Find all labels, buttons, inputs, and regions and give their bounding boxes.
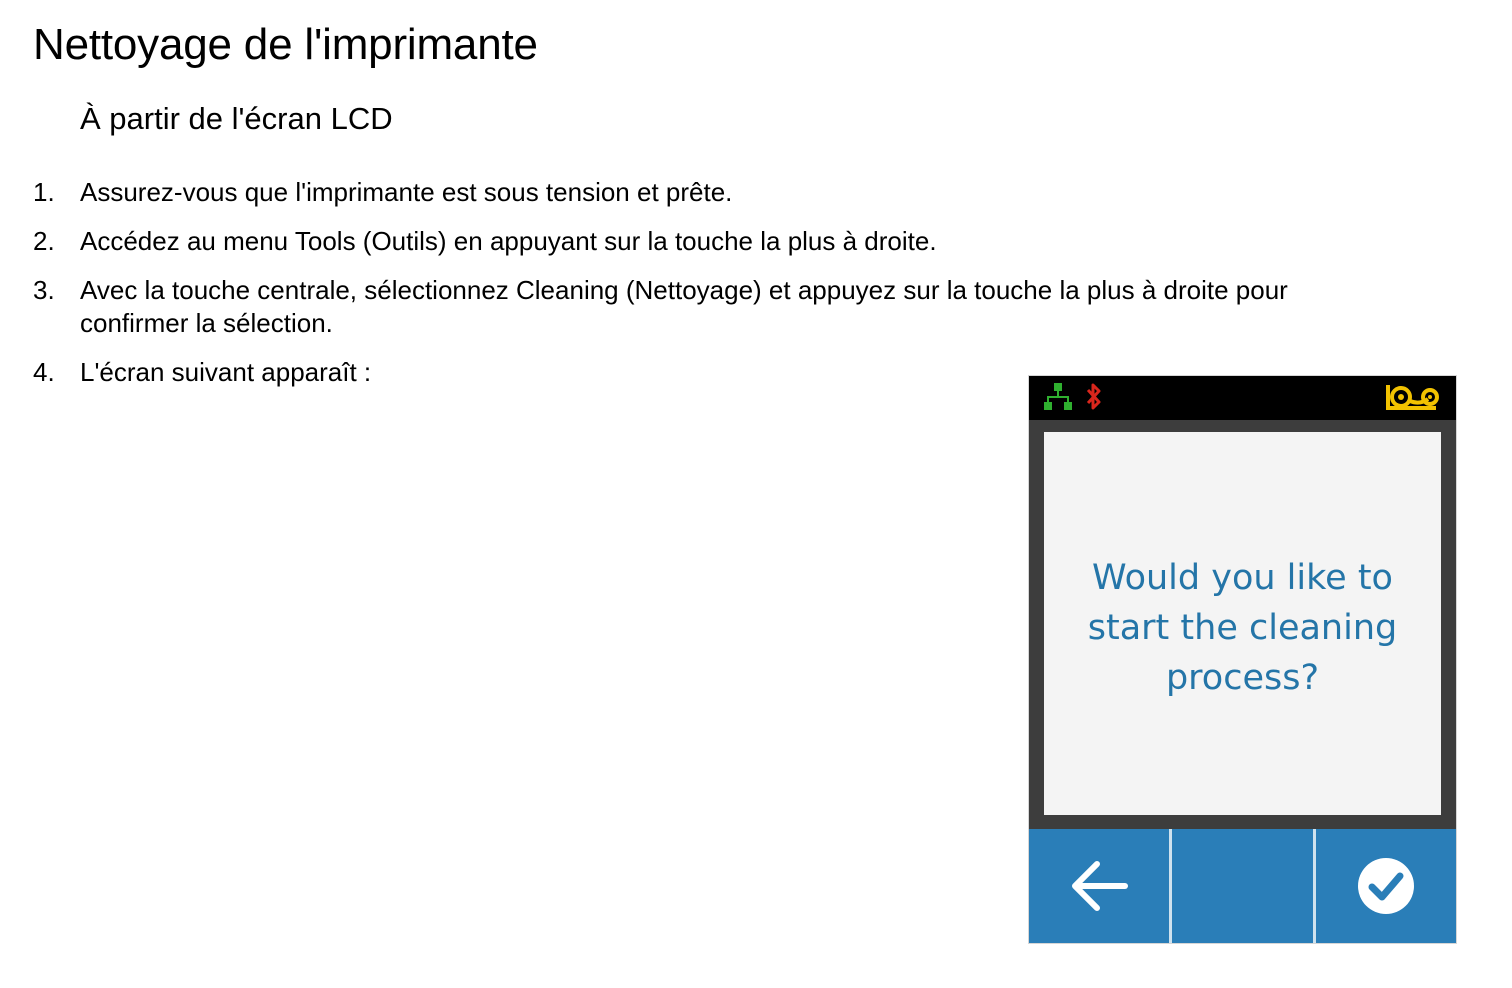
media-icon: [1384, 382, 1442, 412]
step-item: [33, 176, 1373, 209]
back-arrow-icon: [1069, 860, 1129, 912]
bluetooth-icon: [1085, 382, 1103, 412]
step-item: [33, 225, 1373, 258]
steps-list: [33, 176, 1373, 405]
step-text: Assurez-vous que l'imprimante est sous tension et prête.: [80, 177, 733, 207]
lcd-body: [1029, 420, 1456, 829]
step-item: [33, 274, 1373, 340]
step-number: 4.: [33, 357, 55, 387]
step-text: Avec la touche centrale, sélectionnez Cleaning (Nettoyage) et appuyez sur la touche la plus à droite pour confirmer la sélection.: [80, 275, 1288, 338]
lcd-status-bar: [1029, 376, 1456, 420]
step-text: L'écran suivant apparaît :: [80, 357, 372, 387]
step-number: 2.: [33, 226, 55, 256]
step-number: 3.: [33, 275, 55, 305]
checkmark-icon: [1356, 856, 1416, 916]
section-subtitle: À partir de l'écran LCD: [80, 101, 393, 136]
lcd-softkeys: [1029, 829, 1456, 943]
network-icon: [1043, 382, 1073, 412]
step-number: 1.: [33, 177, 55, 207]
middle-button[interactable]: [1169, 829, 1312, 943]
lcd-message: Would you like to start the cleaning process?: [1087, 557, 1398, 698]
page-title: Nettoyage de l'imprimante: [33, 20, 538, 69]
lcd-message-panel: [1044, 432, 1441, 815]
back-button[interactable]: [1029, 829, 1169, 943]
confirm-button[interactable]: [1313, 829, 1456, 943]
lcd-screen: [1029, 376, 1456, 943]
step-text: Accédez au menu Tools (Outils) en appuyant sur la touche la plus à droite.: [80, 226, 937, 256]
